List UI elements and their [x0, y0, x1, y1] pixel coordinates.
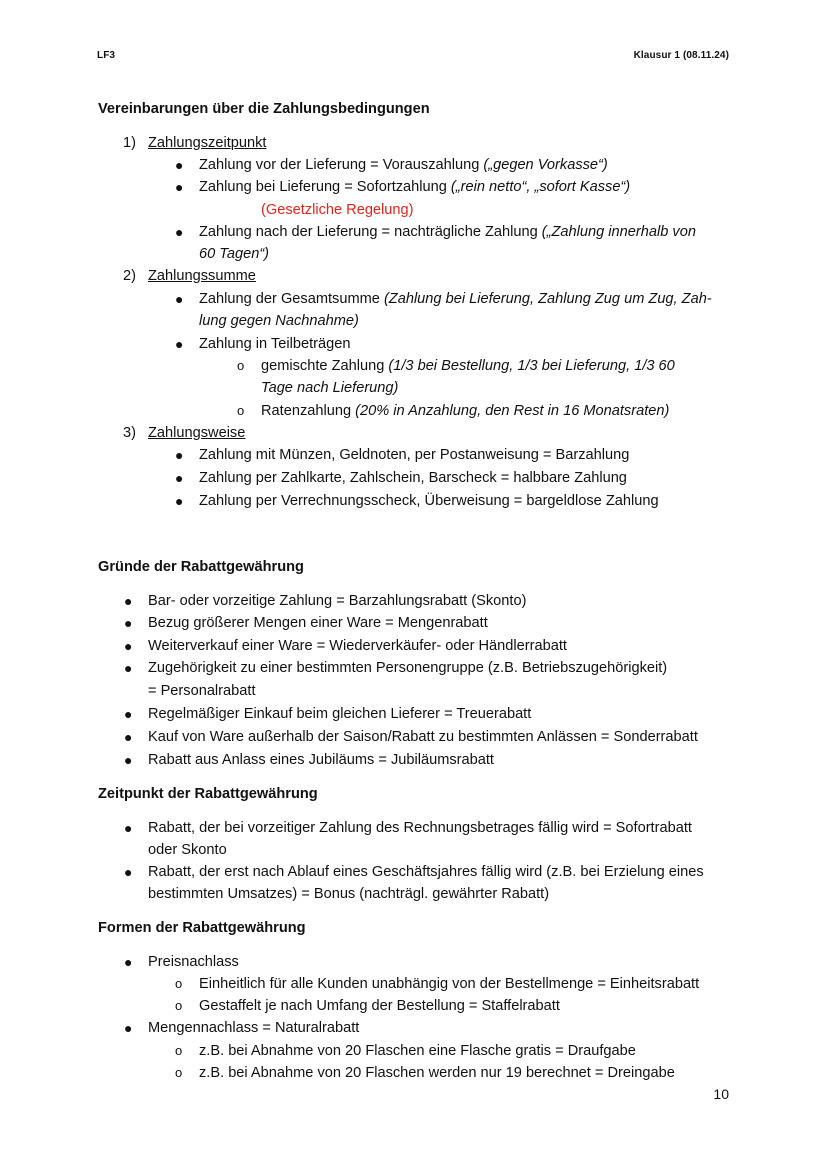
list-item: Rabatt aus Anlass eines Jubiläums = Jubiläumsrabatt [148, 752, 494, 768]
bullet-icon: ● [124, 820, 133, 836]
section-title-payment-terms: Vereinbarungen über die Zahlungsbedingungen [98, 101, 430, 117]
circle-bullet-icon: o [237, 403, 245, 418]
list-number: 2) [123, 268, 136, 284]
header-right: Klausur 1 (08.11.24) [633, 50, 729, 61]
bullet-icon: ● [175, 224, 184, 240]
list-item: Zahlung der Gesamtsumme (Zahlung bei Lieferung, Zahlung Zug um Zug, Zah- [199, 291, 712, 307]
circle-bullet-icon: o [237, 358, 245, 373]
header-left: LF3 [97, 50, 116, 61]
bullet-icon: ● [175, 470, 184, 486]
bullet-icon: ● [124, 752, 133, 768]
list-item: Zahlung vor der Lieferung = Vorauszahlung („gegen Vorkasse“) [199, 157, 608, 173]
list-item-continuation: lung gegen Nachnahme) [199, 313, 359, 329]
bullet-icon: ● [124, 615, 133, 631]
sub-list-item: Gestaffelt je nach Umfang der Bestellung = Staffelrabatt [199, 998, 560, 1014]
bullet-icon: ● [124, 638, 133, 654]
circle-bullet-icon: o [175, 1065, 183, 1080]
sub-list-item: z.B. bei Abnahme von 20 Flaschen werden nur 19 berechnet = Dreingabe [199, 1065, 675, 1081]
subheading-payment-method: Zahlungsweise [148, 425, 246, 441]
bullet-icon: ● [124, 729, 133, 745]
bullet-icon: ● [124, 1020, 133, 1036]
list-item: Rabatt, der erst nach Ablauf eines Geschäftsjahres fällig wird (z.B. bei Erzielung eines [148, 864, 704, 880]
list-item: Weiterverkauf einer Ware = Wiederverkäufer- oder Händlerrabatt [148, 638, 567, 654]
list-item: Regelmäßiger Einkauf beim gleichen Lieferer = Treuerabatt [148, 706, 532, 722]
list-item: Bezug größerer Mengen einer Ware = Mengenrabatt [148, 615, 488, 631]
bullet-icon: ● [124, 660, 133, 676]
section-title-discount-timing: Zeitpunkt der Rabattgewährung [98, 786, 318, 802]
sub-list-item: gemischte Zahlung (1/3 bei Bestellung, 1/3 bei Lieferung, 1/3 60 [261, 358, 675, 374]
list-item: Zahlung per Verrechnungsscheck, Überweisung = bargeldlose Zahlung [199, 493, 659, 509]
bullet-icon: ● [175, 291, 184, 307]
circle-bullet-icon: o [175, 998, 183, 1013]
bullet-icon: ● [124, 864, 133, 880]
sub-list-item: Einheitlich für alle Kunden unabhängig von der Bestellmenge = Einheitsrabatt [199, 976, 700, 992]
page-number: 10 [713, 1086, 729, 1102]
subheading-payment-amount: Zahlungssumme [148, 268, 256, 284]
list-item: Zahlung nach der Lieferung = nachträgliche Zahlung („Zahlung innerhalb von [199, 224, 696, 240]
list-item: Bar- oder vorzeitige Zahlung = Barzahlungsrabatt (Skonto) [148, 593, 527, 609]
list-item-continuation: 60 Tagen“) [199, 246, 270, 262]
list-number: 1) [123, 135, 136, 151]
list-item: Preisnachlass [148, 954, 239, 970]
list-item: Zahlung mit Münzen, Geldnoten, per Postanweisung = Barzahlung [199, 447, 630, 463]
bullet-icon: ● [124, 954, 133, 970]
list-item: Zugehörigkeit zu einer bestimmten Personengruppe (z.B. Betriebszugehörigkeit) [148, 660, 668, 676]
bullet-icon: ● [175, 157, 184, 173]
section-title-discount-forms: Formen der Rabattgewährung [98, 920, 306, 936]
sub-list-item-continuation: Tage nach Lieferung) [261, 380, 399, 396]
bullet-icon: ● [124, 706, 133, 722]
list-number: 3) [123, 425, 136, 441]
bullet-icon: ● [175, 493, 184, 509]
list-item-continuation: oder Skonto [148, 842, 227, 858]
bullet-icon: ● [124, 593, 133, 609]
list-item: Kauf von Ware außerhalb der Saison/Rabatt zu bestimmten Anlässen = Sonderrabatt [148, 729, 698, 745]
section-title-discount-reasons: Gründe der Rabattgewährung [98, 559, 304, 575]
subheading-payment-time: Zahlungszeitpunkt [148, 135, 267, 151]
circle-bullet-icon: o [175, 1043, 183, 1058]
list-item: Zahlung bei Lieferung = Sofortzahlung („rein netto“, „sofort Kasse“) [199, 179, 631, 195]
circle-bullet-icon: o [175, 976, 183, 991]
legal-rule-note: (Gesetzliche Regelung) [261, 202, 414, 218]
sub-list-item: Ratenzahlung (20% in Anzahlung, den Rest in 16 Monatsraten) [261, 403, 670, 419]
bullet-icon: ● [175, 336, 184, 352]
bullet-icon: ● [175, 179, 184, 195]
list-item: Zahlung in Teilbeträgen [199, 336, 351, 352]
list-item: Zahlung per Zahlkarte, Zahlschein, Barscheck = halbbare Zahlung [199, 470, 627, 486]
list-item-continuation: bestimmten Umsatzes) = Bonus (nachträgl. gewährter Rabatt) [148, 886, 550, 902]
bullet-icon: ● [175, 447, 184, 463]
list-item: Mengennachlass = Naturalrabatt [148, 1020, 360, 1036]
list-item: Rabatt, der bei vorzeitiger Zahlung des Rechnungsbetrages fällig wird = Sofortrabatt [148, 820, 692, 836]
sub-list-item: z.B. bei Abnahme von 20 Flaschen eine Flasche gratis = Draufgabe [199, 1043, 636, 1059]
list-item-continuation: = Personalrabatt [148, 683, 256, 699]
